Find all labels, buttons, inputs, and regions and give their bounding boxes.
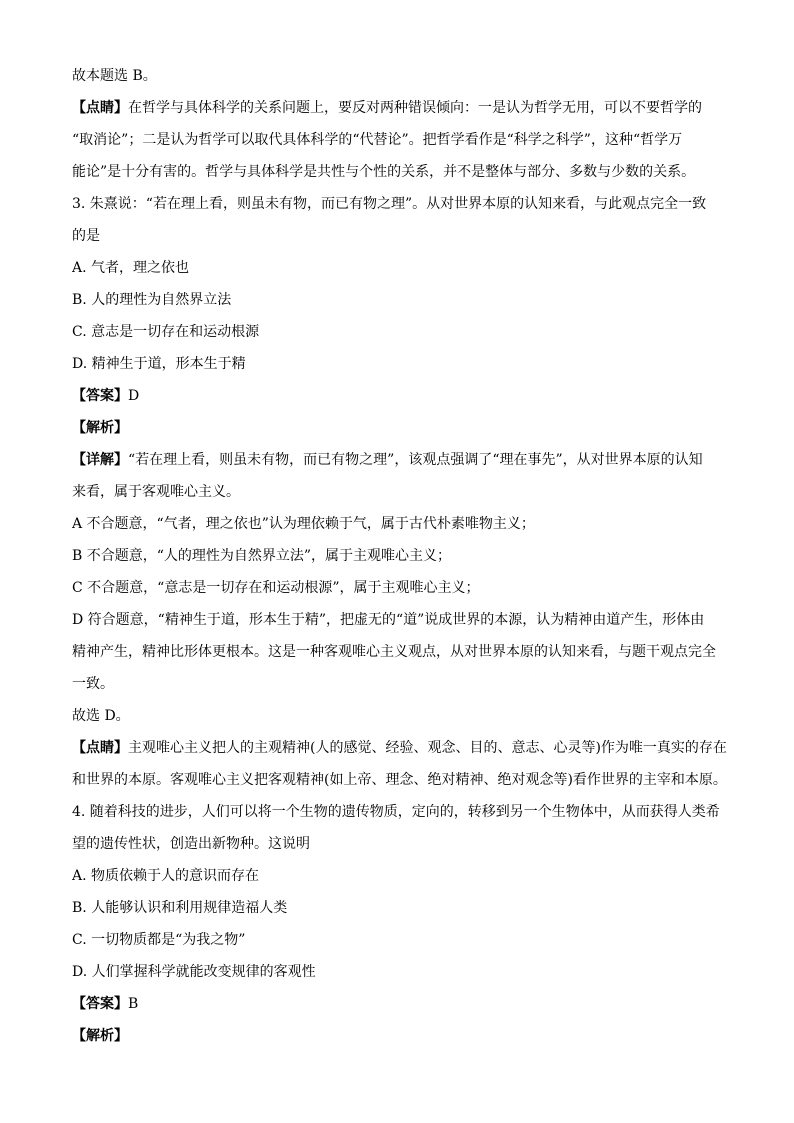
analysis-heading: 【解析】 (72, 1028, 128, 1044)
text-line: 能论”是十分有害的。哲学与具体科学是共性与个性的关系，并不是整体与部分、多数与少数的关系。 (72, 164, 696, 180)
text-line: 故本题选 B。 (72, 68, 157, 84)
option-b: B. 人能够认识和利用规律造福人类 (72, 900, 288, 916)
section-tag: 详解 (86, 452, 114, 468)
text-line: 和世界的本原。客观唯心主义把客观精神(如上帝、理念、绝对精神、绝对观念等)看作世界的主宰和本原。 (72, 772, 727, 788)
section-tag: 解析 (86, 1028, 114, 1044)
text-line: A 不合题意，“气者，理之依也”认为理依赖于气，属于古代朴素唯物主义； (72, 516, 535, 532)
question-stem: 的是 (72, 228, 100, 244)
answer-line: 【答案】B (72, 996, 139, 1012)
text-line: 故选 D。 (72, 708, 130, 724)
option-c: C. 一切物质都是“为我之物” (72, 932, 246, 948)
option-b: B. 人的理性为自然界立法 (72, 292, 232, 308)
text-line: 精神产生，精神比形体更根本。这是一种客观唯心主义观点，从对世界本原的认知来看，与题干观点完全 (72, 644, 716, 660)
section-tag: 解析 (86, 420, 114, 436)
answer-line: 【答案】D (72, 388, 140, 404)
text-line: B 不合题意，“人的理性为自然界立法”，属于主观唯心主义； (72, 548, 452, 564)
option-d: D. 精神生于道，形本生于精 (72, 356, 246, 372)
text-line: C 不合题意，“意志是一切存在和运动根源”，属于主观唯心主义； (72, 580, 480, 596)
section-tag: 答案 (86, 996, 114, 1012)
section-tag: 答案 (86, 388, 114, 404)
text-line: 一致。 (72, 676, 114, 692)
option-d: D. 人们掌握科学就能改变规律的客观性 (72, 964, 316, 980)
comment-line: 【点睛】在哲学与具体科学的关系问题上，要反对两种错误倾向：一是认为哲学无用，可以不要哲学的 (72, 100, 702, 116)
text-line: “取消论”；二是认为哲学可以取代具体科学的“代替论”。把哲学看作是“科学之科学”，这种“哲学万 (72, 132, 683, 148)
section-tag: 点睛 (86, 740, 114, 756)
text-line: 来看，属于客观唯心主义。 (72, 484, 240, 500)
detail-line: 【详解】“若在理上看，则虽未有物，而已有物之理”，该观点强调了“理在事先”，从对世界本原的认知 (72, 452, 703, 468)
option-a: A. 物质依赖于人的意识而存在 (72, 868, 260, 884)
analysis-heading: 【解析】 (72, 420, 128, 436)
question-stem: 4. 随着科技的进步，人们可以将一个生物的遗传物质，定向的，转移到另一个生物体中，从而获得人类希 (72, 804, 720, 820)
text-line: D 符合题意，“精神生于道，形本生于精”，把虚无的“道”说成世界的本源，认为精神由道产生，形体由 (72, 612, 705, 628)
option-a: A. 气者，理之依也 (72, 260, 190, 276)
question-stem: 3. 朱熹说：“若在理上看，则虽未有物，而已有物之理”。从对世界本原的认知来看，与此观点完全一致 (72, 196, 707, 212)
question-stem: 望的遗传性状，创造出新物种。这说明 (72, 836, 310, 852)
section-tag: 点睛 (86, 100, 114, 116)
option-c: C. 意志是一切存在和运动根源 (72, 324, 260, 340)
comment-line: 【点睛】主观唯心主义把人的主观精神(人的感觉、经验、观念、目的、意志、心灵等)作为唯一真实的存在 (72, 740, 727, 756)
